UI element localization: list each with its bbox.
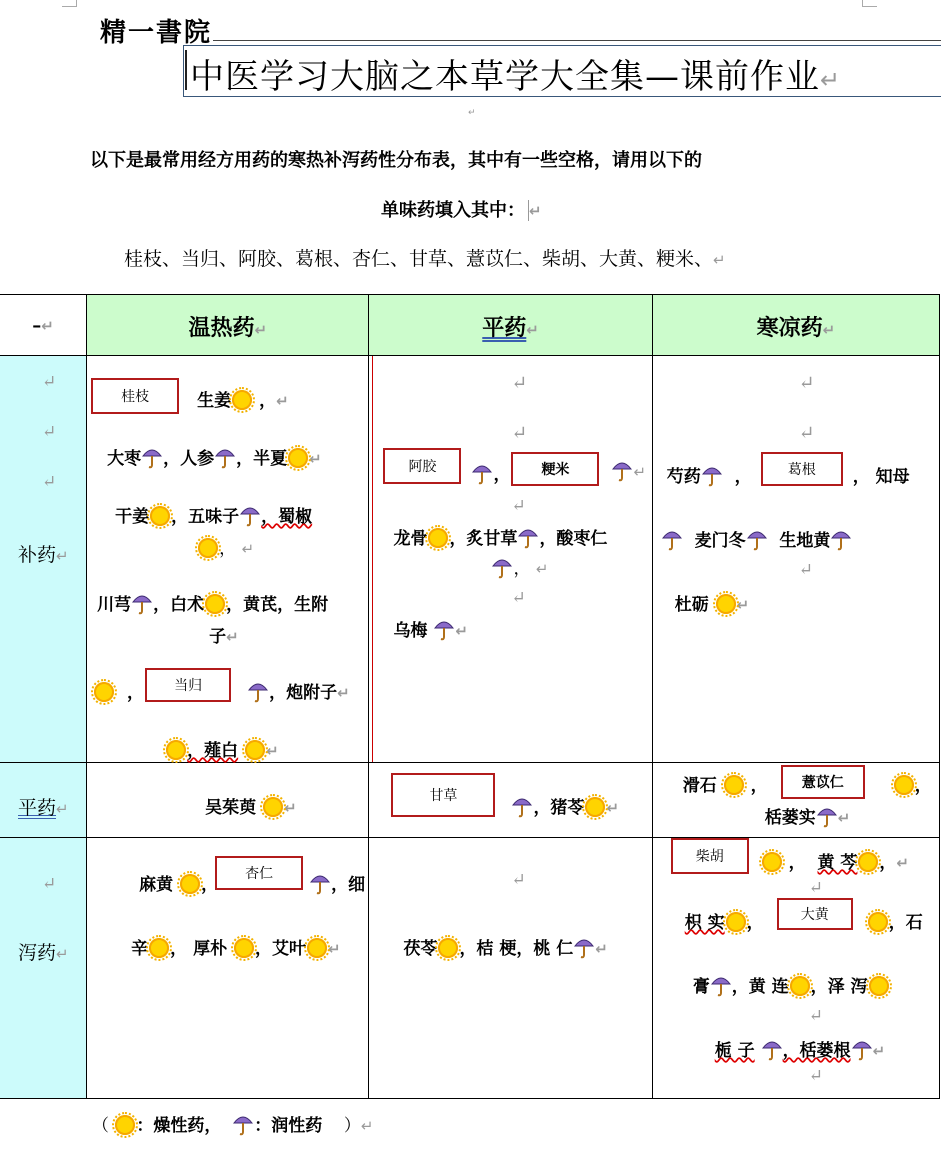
sun-icon — [150, 506, 170, 526]
sun-icon — [288, 448, 308, 468]
umbrella-icon — [233, 1114, 253, 1136]
sun-icon — [232, 390, 252, 410]
page-title[interactable]: 中医学习大脑之本草学大全集—课前作业↵ — [190, 57, 842, 97]
umbrella-icon — [574, 937, 594, 959]
sun-icon — [869, 976, 889, 996]
cell-tonify-warm[interactable]: 桂枝 生姜 ，↵ 大枣 ，人参 ，半夏 ↵ 干姜 ，五味子 ，蜀椒 ， ↵ 川芎 ，白术 ，黄芪，生附 子↵ ， 当归 ，炮附子↵ ，薤白 ↵ — [87, 356, 369, 763]
cell-purge-warm[interactable]: 麻黄 ， 杏仁 ，细 辛 ， 厚朴 ，艾叶 ↵ — [87, 838, 369, 1099]
sun-icon — [585, 797, 605, 817]
umbrella-icon — [248, 681, 268, 703]
col-header-cold[interactable]: 寒凉药↵ — [652, 295, 939, 356]
answer-box-ejiao[interactable]: 阿胶 — [383, 448, 461, 484]
sun-icon — [868, 912, 888, 932]
answer-box-gegen[interactable]: 葛根 — [761, 452, 843, 486]
logo: 精一書院 — [100, 18, 213, 48]
herb-list: 桂枝、当归、阿胶、葛根、杏仁、甘草、薏苡仁、柴胡、大黄、粳米、↵ — [124, 248, 726, 270]
answer-box-yiyiren[interactable]: 薏苡仁 — [781, 765, 865, 799]
table-corner-cell[interactable]: –↵ — [0, 295, 87, 356]
col-header-neutral[interactable]: 平药↵ — [369, 295, 652, 356]
sun-icon — [762, 852, 782, 872]
intro-line-1: 以下是最常用经方用药的寒热补泻药性分布表，其中有一些空格，请用以下的 — [90, 150, 702, 171]
umbrella-icon — [512, 796, 532, 818]
umbrella-icon — [662, 529, 682, 551]
sun-icon — [428, 528, 448, 548]
table-row-neutral — [0, 763, 940, 838]
umbrella-icon — [747, 529, 767, 551]
sun-icon — [198, 538, 218, 558]
sun-icon — [94, 682, 114, 702]
sun-icon — [716, 594, 736, 614]
row-header-neutral[interactable]: 平药↵ — [0, 763, 87, 838]
umbrella-icon — [215, 447, 235, 469]
sun-icon — [263, 797, 283, 817]
umbrella-icon — [612, 460, 632, 482]
table-header-row — [0, 295, 940, 356]
crop-mark-top-right — [862, 0, 877, 7]
cell-purge-cold[interactable]: 柴胡 ， 黄 芩 ，↵ ↵ 枳 实 ， 大黄 ，石 膏 ，黄 连 ，泽 泻 ↵ 栀 子 ，栝蒌根 ↵ ↵ — [652, 838, 939, 1099]
answer-box-dahuang[interactable]: 大黄 — [777, 898, 853, 930]
umbrella-icon — [831, 529, 851, 551]
row-header-tonify[interactable]: ↵ ↵ ↵ 补药↵ — [0, 356, 87, 763]
umbrella-icon — [310, 873, 330, 895]
sun-icon — [438, 938, 458, 958]
sun-icon — [790, 976, 810, 996]
umbrella-icon — [702, 465, 722, 487]
umbrella-icon — [817, 806, 837, 828]
umbrella-icon — [492, 557, 512, 579]
cell-tonify-neutral[interactable]: ↵ ↵ 阿胶 ， 粳米 ↵ ↵ 龙骨 ，炙甘草 ，酸枣仁 ， ↵ ↵ 乌梅 ↵ — [369, 356, 652, 763]
red-table-divider — [372, 356, 373, 762]
sun-icon — [180, 874, 200, 894]
cell-tonify-cold[interactable]: ↵ ↵ 芍药 ， 葛根 ， 知母 麦门冬 生地黄 ↵ 杜砺 ↵ — [652, 356, 939, 763]
cell-neutral-neutral[interactable]: 甘草 ，猪苓 ↵ — [369, 763, 652, 838]
anchor-mark: ↵ — [468, 108, 476, 118]
table-row-purge — [0, 838, 940, 1099]
answer-box-guizhi[interactable]: 桂枝 — [91, 378, 179, 414]
intro-line-2: 单味药填入其中： ↵ — [381, 200, 542, 221]
sun-icon — [115, 1115, 135, 1135]
umbrella-icon — [434, 619, 454, 641]
cell-neutral-warm[interactable]: 吴茱萸 ↵ — [87, 763, 369, 838]
sun-icon — [149, 938, 169, 958]
row-header-purge[interactable]: ↵ 泻药↵ — [0, 838, 87, 1099]
herb-property-table — [0, 294, 940, 1099]
umbrella-icon — [762, 1039, 782, 1061]
umbrella-icon — [852, 1039, 872, 1061]
answer-box-chaihu[interactable]: 柴胡 — [671, 838, 749, 874]
text-cursor — [185, 50, 187, 90]
umbrella-icon — [240, 505, 260, 527]
umbrella-icon — [472, 463, 492, 485]
umbrella-icon — [518, 527, 538, 549]
sun-icon — [858, 852, 878, 872]
crop-mark-top-left — [62, 0, 77, 7]
umbrella-icon — [132, 593, 152, 615]
sun-icon — [205, 594, 225, 614]
answer-box-gancao[interactable]: 甘草 — [391, 773, 495, 817]
umbrella-icon — [711, 975, 731, 997]
sun-icon — [307, 938, 327, 958]
header-rule — [213, 40, 941, 41]
sun-icon — [894, 775, 914, 795]
col-header-warm[interactable]: 温热药↵ — [87, 295, 369, 356]
answer-box-xingren[interactable]: 杏仁 — [215, 856, 303, 890]
umbrella-icon — [142, 447, 162, 469]
answer-box-jingmi[interactable]: 粳米 — [511, 452, 599, 486]
sun-icon — [724, 775, 744, 795]
sun-icon — [234, 938, 254, 958]
sun-icon — [166, 740, 186, 760]
cell-purge-neutral[interactable]: ↵ 茯苓 ，桔 梗，桃 仁 ↵ — [369, 838, 652, 1099]
sun-icon — [726, 912, 746, 932]
legend: （ ：燥性药， ：润性药 ）↵ — [92, 1116, 374, 1136]
cell-neutral-cold[interactable]: 滑石 ， 薏苡仁 ， 栝蒌实 ↵ — [652, 763, 939, 838]
answer-box-danggui[interactable]: 当归 — [145, 668, 231, 702]
table-row-tonify — [0, 356, 940, 763]
sun-icon — [245, 740, 265, 760]
